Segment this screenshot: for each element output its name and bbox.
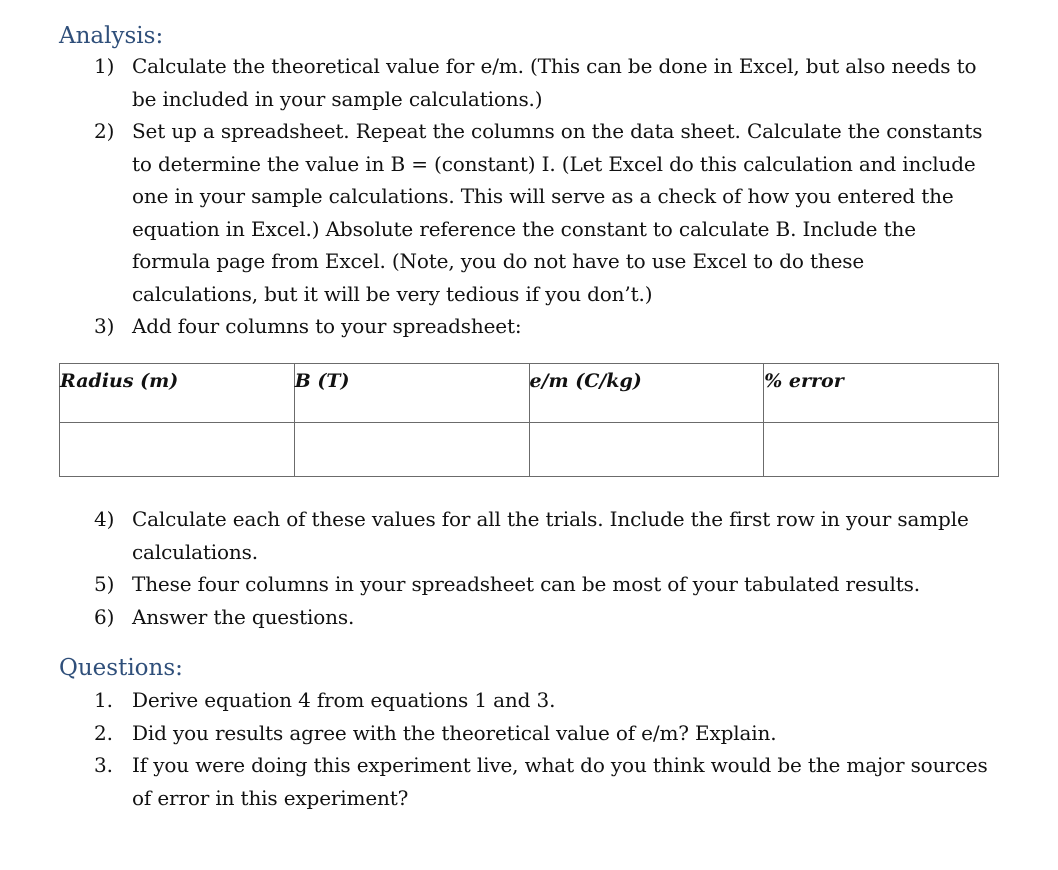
item-number: 2. xyxy=(94,720,113,745)
item-text: These four columns in your spreadsheet can be most of your tabulated results. xyxy=(132,572,920,596)
analysis-item-1 xyxy=(0,50,1058,115)
questions-heading: Questions: xyxy=(59,655,183,681)
header-percent-error: % error xyxy=(764,364,999,423)
item-text: Calculate the theoretical value for e/m. (This can be done in Excel, but also needs to be included in your sample calculations.) xyxy=(132,54,977,111)
analysis-list-part2 xyxy=(0,503,1058,633)
header-b-field: B (T) xyxy=(294,364,529,423)
item-text: Calculate each of these values for all the trials. Include the first row in your sample calculations. xyxy=(132,507,969,564)
item-number: 3. xyxy=(94,753,113,777)
item-text: Set up a spreadsheet. Repeat the columns on the data sheet. Calculate the constants to determine the value in B = (constant) I. (Let Excel do this calculation and include one in your sample calculations. This will serve as a check of how you entered the equation in Excel.) Absolute reference the constant to calculate B. Include the formula page from Excel. (Note, you do not have to use Excel to do these calculations, but it will be very tedious if you don’t.) xyxy=(132,119,983,306)
table-header-row xyxy=(60,364,999,423)
item-number: 6) xyxy=(94,604,115,629)
header-radius: Radius (m) xyxy=(60,364,295,423)
table-row xyxy=(60,423,999,477)
header-e-over-m: e/m (C/kg) xyxy=(529,364,764,423)
table-cell xyxy=(60,423,295,477)
results-table xyxy=(59,363,999,477)
item-text: Did you results agree with the theoretical value of e/m? Explain. xyxy=(132,720,777,745)
analysis-item-2 xyxy=(0,115,1058,310)
question-item-3 xyxy=(0,749,1058,814)
question-item-1 xyxy=(0,684,1058,717)
item-number: 2) xyxy=(94,119,115,143)
analysis-item-6 xyxy=(0,601,1058,634)
analysis-list-part1 xyxy=(0,50,1058,343)
analysis-heading: Analysis: xyxy=(59,23,164,49)
item-number: 1) xyxy=(94,54,115,78)
item-number: 5) xyxy=(94,572,115,596)
item-text: Answer the questions. xyxy=(132,604,355,629)
item-number: 3) xyxy=(94,314,115,338)
item-text: Add four columns to your spreadsheet: xyxy=(132,314,522,338)
analysis-item-3 xyxy=(0,310,1058,343)
item-text: Derive equation 4 from equations 1 and 3. xyxy=(132,688,556,712)
analysis-item-5 xyxy=(0,568,1058,601)
item-number: 4) xyxy=(94,507,115,531)
item-text: If you were doing this experiment live, what do you think would be the major sources of error in this experiment? xyxy=(132,753,988,810)
table-cell xyxy=(764,423,999,477)
question-item-2 xyxy=(0,717,1058,750)
item-number: 1. xyxy=(94,688,113,712)
table-cell xyxy=(294,423,529,477)
analysis-item-4 xyxy=(0,503,1058,568)
questions-list xyxy=(0,684,1058,814)
table-cell xyxy=(529,423,764,477)
